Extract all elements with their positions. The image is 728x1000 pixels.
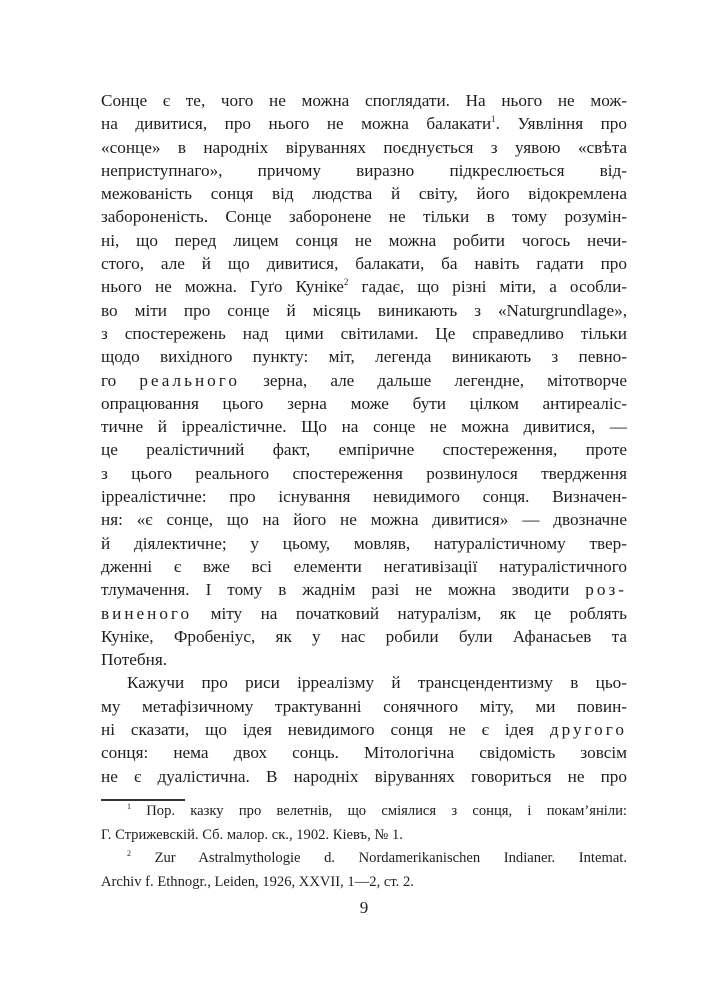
text-line: межованість сонця від людства й світу, його відокремлена	[101, 184, 627, 204]
footnote-text: Zur Astralmythologie d. Nordamerikanischen Indianer. Intemat.	[131, 850, 627, 866]
footnote-1-cont: Г. Стрижевскій. Сб. малор. ск., 1902. Кіевъ, № 1.	[101, 826, 403, 843]
text-line: Сонце є те, чого не можна споглядати. На нього не мож-	[101, 91, 627, 110]
text-line: «сонце» в народніх віруваннях поєднується з уявою «свѣта	[101, 137, 627, 157]
text-segment: гадає, що різні міти, а особли-	[348, 277, 627, 297]
text-line: опрацювання цього зерна може бути цілком антиреаліс-	[101, 393, 627, 413]
footnotes	[101, 800, 627, 894]
footnote-1	[101, 800, 627, 824]
page-number: 9	[359, 898, 369, 917]
text-line	[101, 718, 627, 741]
text-line: во міти про сонце й місяць виникають з «Naturgrundlage»,	[101, 300, 627, 320]
text-segment: . Уявління про	[495, 114, 627, 134]
text-line	[101, 602, 627, 625]
text-line	[101, 369, 627, 392]
text-segment: зерна, але дальше легендне, мітотворче	[239, 370, 627, 390]
footnote-2-cont: Archiv f. Ethnogr., Leiden, 1926, XXVII, 1—2, ст. 2.	[101, 873, 414, 890]
text-line	[101, 275, 627, 298]
footnote-ref-1[interactable]: 1	[491, 114, 496, 125]
text-line: забороненість. Сонце заборонене не тільки в тому розумін-	[101, 207, 627, 227]
text-line: не є дуалістична. В народніх віруваннях говориться не про	[101, 766, 627, 786]
text-line	[101, 112, 627, 135]
footnote-number: 1	[127, 802, 131, 811]
text-line: це реалістичний факт, емпіричне спостереження, проте	[101, 440, 627, 460]
text-segment: нього не можна. Гуґо Куніке	[101, 277, 344, 297]
spaced-emphasis: виненого	[101, 603, 193, 623]
spaced-emphasis: роз-	[585, 580, 627, 600]
text-segment: ні сказати, що ідея невидимого сонця не є ідея	[101, 720, 550, 740]
text-segment: го	[101, 370, 140, 390]
text-line: му метафізичному трактуванні сонячного міту, ми повин-	[101, 696, 627, 716]
text-line: сонця: нема двох сонць. Мітологічна свідомість зовсім	[101, 743, 627, 763]
text-line: стого, але й що дивитися, балакати, ба навіть гадати про	[101, 254, 627, 274]
footnote-2	[101, 847, 627, 871]
spaced-emphasis: другого	[549, 720, 627, 740]
text-line: тичне й ірреалістичне. Що на сонце не можна дивитися, —	[101, 417, 627, 437]
text-line: ні, що перед лицем сонця не можна робити чогось нечи-	[101, 230, 627, 250]
text-line: неприступнаго», причому виразно підкреслюється від-	[101, 160, 627, 180]
footnote-text: Пор. казку про велетнів, що сміялися з сонця, і покам’яніли:	[131, 803, 627, 819]
text-segment: тлумачення. І тому в жаднім разі не можна зводити	[101, 580, 586, 600]
text-line: з цього реального спостереження розвинулося твердження	[101, 463, 627, 483]
text-line: з спостережень над цими світилами. Це справедливо тільки	[101, 323, 627, 343]
text-line: Кажучи про риси ірреалізму й трансцендентизму в цьо-	[127, 673, 627, 693]
text-line: Куніке, Фробеніус, як у нас робили були Афанасьев та	[101, 626, 627, 646]
text-line: щодо вихідного пункту: міт, легенда виникають з певно-	[101, 347, 627, 367]
text-line: ня: «є сонце, що на його не можна дивитися» — двозначне	[101, 510, 627, 530]
main-text	[101, 89, 627, 788]
text-segment: міту на початковий натуралізм, як це роблять	[192, 603, 627, 623]
footnote-number: 2	[127, 849, 131, 858]
text-segment: на дивитися, про нього не можна балакати	[101, 114, 492, 134]
text-line: й діялектичне; у цьому, мовляв, натуралістичному твер-	[101, 533, 627, 553]
text-line: ірреалістичне: про існування невидимого сонця. Визначен-	[101, 487, 627, 507]
text-line: дженні є вже всі елементи негативізації натуралістичного	[101, 556, 627, 576]
text-line: Потебня.	[101, 650, 168, 670]
spaced-emphasis: реального	[139, 370, 240, 390]
footnote-ref-2[interactable]: 2	[343, 277, 349, 288]
text-line	[101, 578, 627, 601]
